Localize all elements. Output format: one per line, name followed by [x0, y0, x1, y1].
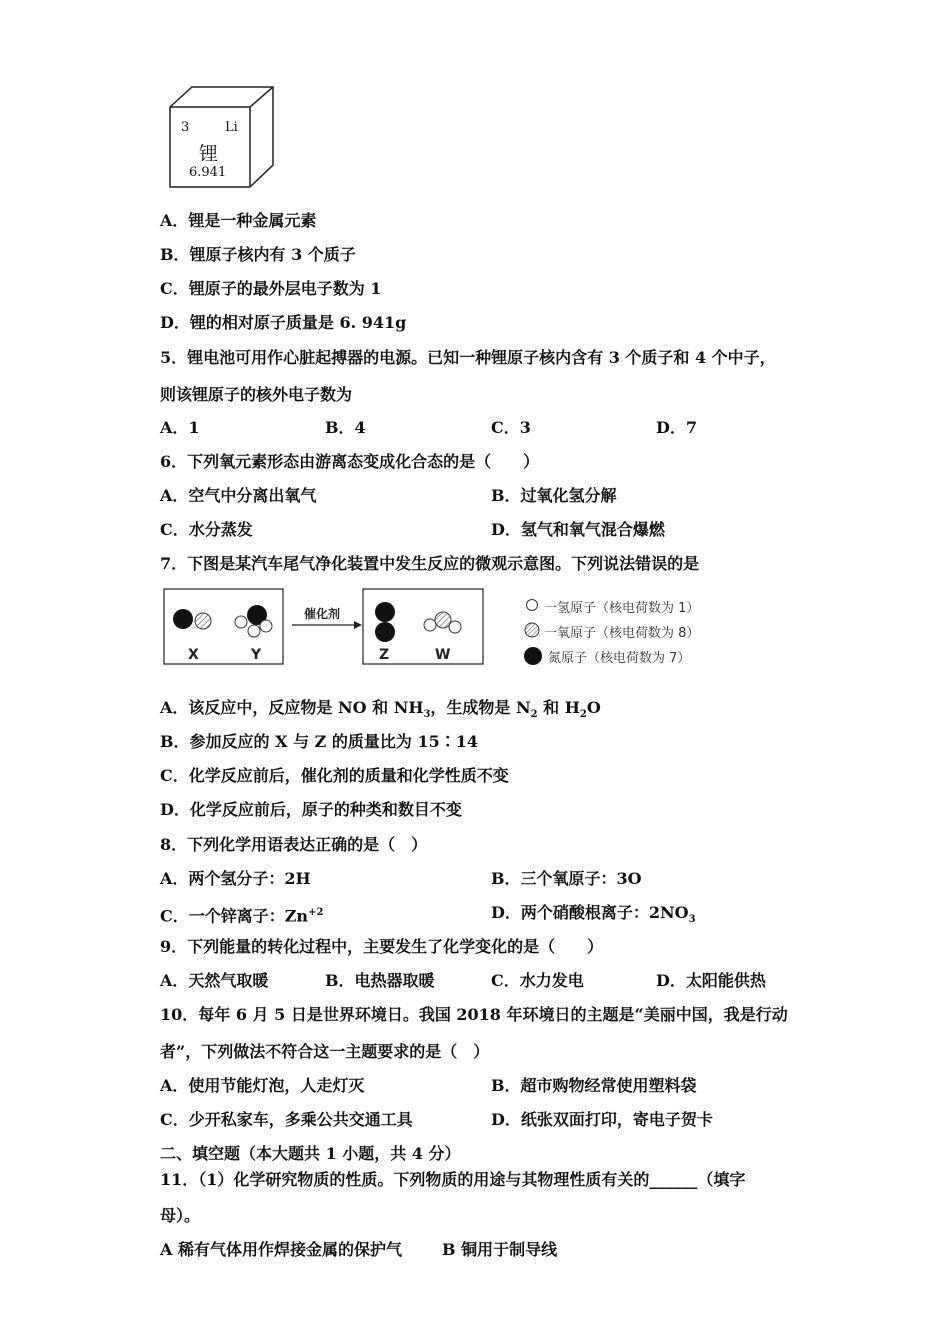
q11-option-b: B 铜用于制导线	[442, 1240, 558, 1259]
legend-oxygen-text: 一氧原子（核电荷数为 8）	[544, 626, 700, 641]
q6-option-b: B．过氧化氢分解	[491, 486, 617, 505]
nitrogen-atom	[375, 622, 395, 642]
q9-option-d: D．太阳能供热	[656, 971, 766, 990]
hydrogen-atom	[235, 616, 247, 628]
label-y: Y	[251, 647, 262, 663]
q10-option-d: D．纸张双面打印，寄电子贺卡	[491, 1110, 713, 1129]
q5-option-d: D．7	[656, 418, 698, 437]
q10-option-b: B．超市购物经常使用塑料袋	[491, 1076, 697, 1095]
q9-option-a: A．天然气取暖	[160, 971, 269, 990]
oxygen-atom	[435, 612, 451, 628]
hydrogen-atom	[248, 625, 260, 637]
q5-option-b: B．4	[325, 418, 366, 437]
q9-option-b: B．电热器取暖	[325, 971, 435, 990]
label-w: W	[435, 647, 451, 663]
q6-option-d: D．氢气和氧气混合爆燃	[491, 520, 665, 539]
q5-option-a: A．1	[160, 418, 200, 437]
hydrogen-atom	[260, 620, 272, 632]
reaction-diagram	[162, 587, 492, 673]
q5-stem-line1: 5．锂电池可用作心脏起搏器的电源。已知一种锂原子核内含有 3 个质子和 4 个中子，	[160, 348, 776, 367]
label-x: X	[188, 647, 199, 663]
q8-stem: 8．下列化学用语表达正确的是（ ）	[160, 835, 428, 854]
q9-option-c: C．水力发电	[491, 971, 584, 990]
atomic-number: 3	[181, 120, 190, 135]
element-symbol: Li	[225, 120, 238, 135]
q8-option-d: D．两个硝酸根离子：$2NO_3$	[491, 903, 696, 926]
element-name: 锂	[199, 143, 219, 165]
q5-stem-line2: 则该锂原子的核外电子数为	[160, 385, 353, 404]
q6-option-c: C．水分蒸发	[160, 520, 253, 539]
nitrogen-atom	[173, 609, 193, 629]
q7-option-a: A．该反应中，反应物是 NO 和 $NH_3$，生成物是 $N_2$ 和 $H_2O$	[160, 698, 601, 721]
q4-option-d: D．锂的相对原子质量是 6. 941g	[160, 313, 407, 332]
q4-option-c: C．锂原子的最外层电子数为 1	[160, 279, 382, 298]
section-2-heading: 二、填空题（本大题共 1 小题，共 4 分）	[160, 1144, 461, 1163]
lithium-element-card	[165, 85, 277, 195]
q9-stem: 9．下列能量的转化过程中，主要发生了化学变化的是（ ）	[160, 937, 604, 956]
q10-option-c: C．少开私家车，多乘公共交通工具	[160, 1110, 413, 1129]
hydrogen-atom	[449, 621, 461, 633]
q11-stem-line1: 11．（1）化学研究物质的性质。下列物质的用途与其物理性质有关的______（填字	[160, 1170, 746, 1189]
q7-option-c: C．化学反应前后，催化剂的质量和化学性质不变	[160, 766, 509, 785]
hydrogen-atom	[424, 619, 436, 631]
q11-stem-line2: 母）。	[160, 1206, 201, 1225]
q10-option-a: A．使用节能灯泡，人走灯灭	[160, 1076, 365, 1095]
label-z: Z	[379, 647, 390, 663]
q7-stem: 7．下图是某汽车尾气净化装置中发生反应的微观示意图。下列说法错误的是	[160, 554, 700, 573]
q8-option-c: C．一个锌离子：$Zn^{+2}$	[160, 906, 324, 926]
q7-option-b: B．参加反应的 X 与 Z 的质量比为 15∶14	[160, 732, 479, 751]
q8-option-b: B．三个氧原子：3O	[491, 869, 642, 888]
q7-option-d: D．化学反应前后，原子的种类和数目不变	[160, 800, 462, 819]
q6-stem: 6．下列氧元素形态由游离态变成化合态的是（ ）	[160, 452, 540, 471]
q10-stem-line2: 者”，下列做法不符合这一主题要求的是（ ）	[160, 1042, 490, 1061]
q4-option-b: B．锂原子核内有 3 个质子	[160, 245, 356, 264]
atomic-mass: 6.941	[189, 165, 227, 180]
q11-option-a: A 稀有气体用作焊接金属的保护气	[160, 1240, 402, 1259]
oxygen-atom	[195, 613, 211, 629]
q8-option-a: A．两个氢分子：2H	[160, 869, 311, 888]
catalyst-label: 催化剂	[304, 607, 341, 621]
legend-hydrogen-text: 一氢原子（核电荷数为 1）	[544, 601, 700, 616]
q4-option-a: A．锂是一种金属元素	[160, 211, 317, 230]
q5-option-c: C．3	[491, 418, 531, 437]
legend-nitrogen-text: 氮原子（核电荷数为 7）	[548, 651, 691, 666]
q10-stem-line1: 10．每年 6 月 5 日是世界环境日。我国 2018 年环境日的主题是“美丽中国，我是行动	[160, 1005, 788, 1024]
q6-option-a: A．空气中分离出氧气	[160, 486, 317, 505]
nitrogen-atom	[375, 602, 395, 622]
